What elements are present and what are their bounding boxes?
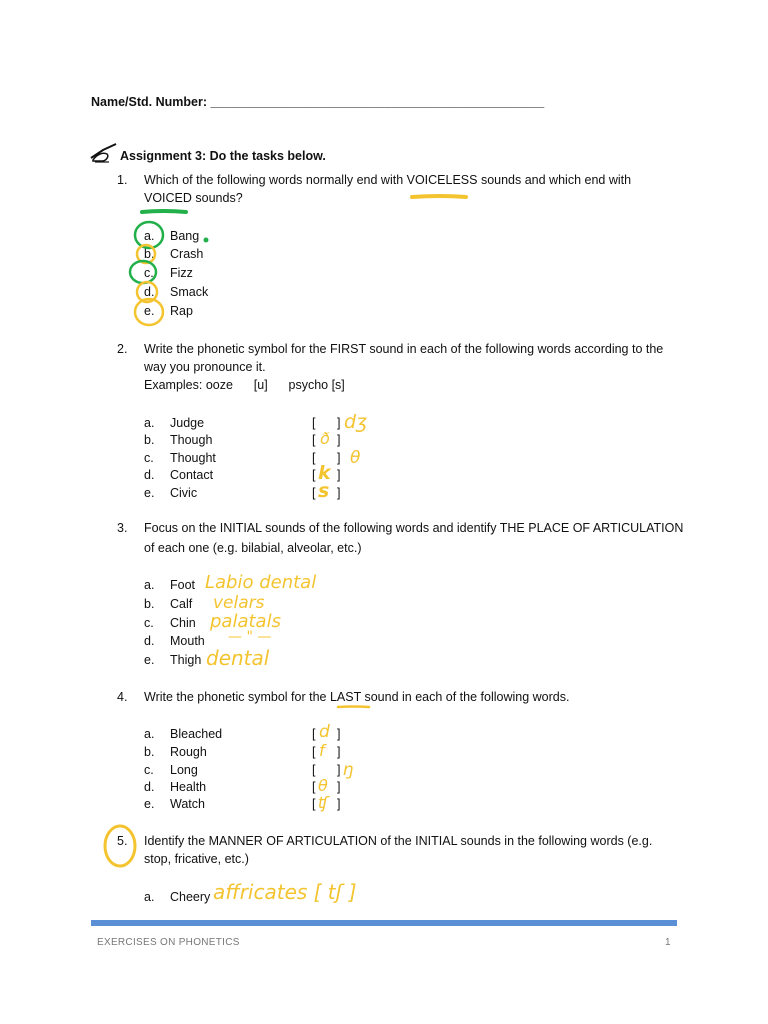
q2-item-word: Thought [170,451,216,465]
q2-item-word: Contact [170,468,214,482]
bracket-close: ] [337,727,341,741]
bracket-close: ] [337,763,341,777]
handwritten-answer[interactable]: ʧ [318,793,328,812]
q2-item-word: Civic [170,486,198,500]
bracket-open: [ [312,433,316,447]
q4-item-letter: d. [144,780,155,794]
q5-item-letter: a. [144,890,155,904]
bracket-close: ] [337,451,341,465]
q4-item-word: Long [170,763,198,777]
q4-item-word: Rough [170,745,207,759]
q2-item-letter: c. [144,451,154,465]
q2-item-word: Judge [170,416,205,430]
question-3-number: 3. [117,521,128,535]
underline-mark [338,707,369,708]
question-5-text-line2: stop, fricative, etc.) [144,852,249,866]
question-1-text-line2: VOICED sounds? [144,191,243,205]
q1-item-word: Crash [170,247,204,261]
handwritten-answer[interactable]: θ [350,448,361,468]
underline-mark [142,211,186,212]
handwritten-answer[interactable]: affricates [ tʃ ] [213,880,357,904]
bracket-open: [ [312,763,316,777]
handwritten-answer[interactable]: ŋ [343,760,354,780]
question-5-text-line1: Identify the MANNER OF ARTICULATION of the INITIAL sounds in the following words (e.g. [144,834,653,848]
question-1-number: 1. [117,173,128,187]
q4-item-letter: c. [144,763,154,777]
bracket-close: ] [337,486,341,500]
handwritten-answer[interactable]: dental [206,646,270,670]
q1-item-letter: c. [144,266,154,280]
writing-hand-icon [89,140,119,164]
name-field-label: Name/Std. Number: ________________________________________________ [91,95,545,109]
question-4-text: Write the phonetic symbol for the LAST sound in each of the following words. [144,690,570,704]
q1-item-word: Rap [170,304,193,318]
handwritten-answer[interactable]: s [318,480,330,502]
q3-item-word: Foot [170,578,196,592]
question-4-number: 4. [117,690,128,704]
q1-item-letter: b. [144,247,155,261]
q1-item-word: Smack [170,285,209,299]
question-2-text-line1: Write the phonetic symbol for the FIRST sound in each of the following words according to the [144,342,664,356]
q4-item-letter: e. [144,797,155,811]
q2-item-letter: d. [144,468,155,482]
q3-item-letter: b. [144,597,155,611]
q4-item-word: Watch [170,797,205,811]
q3-item-word: Mouth [170,634,205,648]
footer-divider [91,920,677,926]
bracket-close: ] [337,433,341,447]
q4-item-word: Bleached [170,727,223,741]
q2-item-letter: e. [144,486,155,500]
q1-item-letter: d. [144,285,155,299]
bracket-open: [ [312,745,316,759]
q1-item-word: Bang [170,229,200,243]
bracket-close: ] [337,780,341,794]
q4-item-word: Health [170,780,207,794]
handwritten-answer[interactable]: velars [213,593,265,613]
question-2-number: 2. [117,342,128,356]
q1-item-word: Fizz [170,266,193,280]
bracket-open: [ [312,797,316,811]
bracket-open: [ [312,468,316,482]
q3-item-letter: e. [144,653,155,667]
question-5-number: 5. [117,834,128,848]
footer-title: EXERCISES ON PHONETICS [97,937,240,948]
bracket-open: [ [312,727,316,741]
q2-item-word: Though [170,433,213,447]
q3-item-letter: a. [144,578,155,592]
assignment-title: Assignment 3: Do the tasks below. [120,149,326,163]
handwritten-answer[interactable]: dʒ [344,411,368,433]
dot-mark [204,238,209,243]
handwritten-answer[interactable]: k [318,462,331,484]
bracket-open: [ [312,486,316,500]
handwritten-answer[interactable]: d [319,722,330,742]
q3-item-letter: d. [144,634,155,648]
q4-item-letter: a. [144,727,155,741]
q3-item-word: Chin [170,616,196,630]
bracket-open: [ [312,451,316,465]
handwritten-answer[interactable]: Labio dental [205,572,317,593]
q4-item-letter: b. [144,745,155,759]
bracket-open: [ [312,416,316,430]
question-1-text-line1: Which of the following words normally end with VOICELESS sounds and which end with [144,173,632,187]
q5-item-word: Cheery [170,890,211,904]
handwritten-answer[interactable]: — " — [228,629,272,645]
handwritten-answer[interactable]: palatals [210,611,281,632]
question-3-text-line2: of each one (e.g. bilabial, alveolar, etc.) [144,541,362,555]
q1-item-letter: a. [144,229,155,243]
bracket-close: ] [337,416,341,430]
q3-item-word: Calf [170,597,193,611]
q2-item-letter: b. [144,433,155,447]
question-2-examples: Examples: ooze [u] psycho [s] [144,378,345,392]
page-number: 1 [665,937,671,948]
bracket-open: [ [312,780,316,794]
q3-item-letter: c. [144,616,154,630]
handwritten-answer[interactable]: f [319,741,325,760]
question-2-text-line2: way you pronounce it. [144,360,266,374]
handwritten-answer[interactable]: θ [318,776,328,795]
q3-item-word: Thigh [170,653,202,667]
bracket-close: ] [337,468,341,482]
bracket-close: ] [337,745,341,759]
handwritten-answer[interactable]: ð [320,429,330,448]
bracket-close: ] [337,797,341,811]
q2-item-letter: a. [144,416,155,430]
underline-mark [412,196,466,197]
question-3-text-line1: Focus on the INITIAL sounds of the following words and identify THE PLACE OF ARTICULATION [144,521,684,535]
q1-item-letter: e. [144,304,155,318]
